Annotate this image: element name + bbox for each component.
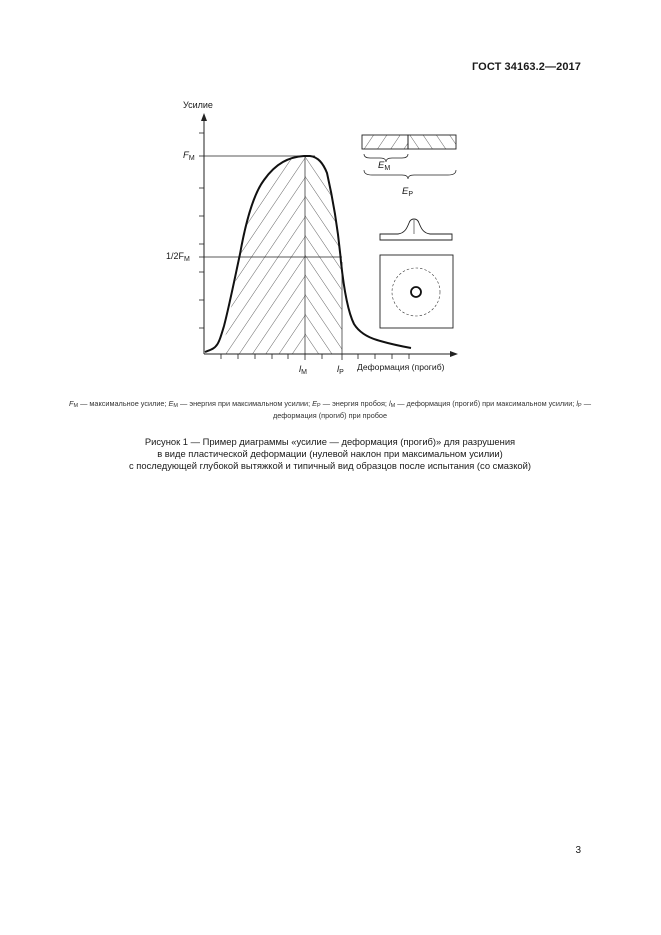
energy-bar-schematic (362, 135, 456, 179)
specimen-side-view (380, 219, 452, 240)
legend-item-ep: $E_P$ — энергия пробоя; (312, 399, 389, 409)
caption-line: с последующей глубокой вытяжкой и типичный вид образцов после испытания (со смазкой) (129, 460, 531, 471)
lp-label: $l_P$ (337, 364, 344, 376)
legend-item-lm: $l_M$ — деформация (прогиб) при максимальном усилии; (388, 399, 577, 409)
page-number: 3 (575, 845, 581, 856)
x-axis-arrow (450, 351, 458, 357)
em-label: $E_M$ (378, 160, 391, 172)
ep-label: $E_P$ (402, 186, 414, 198)
x-axis-ticks (221, 354, 409, 360)
half-fm-label: $1/2F_M$ (166, 251, 190, 263)
figure-caption (60, 436, 600, 472)
energy-area-right-hatch (304, 156, 342, 354)
lm-label: $l_M$ (299, 364, 307, 376)
caption-line: Рисунок 1 — Пример диаграммы «усилие — деформация (прогиб)» для разрушения (144, 436, 516, 447)
y-axis-label: Усилие (183, 100, 213, 110)
fm-label: $F_M$ (183, 150, 195, 162)
legend-item-lp: $l_P$ — деформация (прогиб) при пробое (272, 399, 591, 420)
figure-legend (60, 399, 600, 421)
legend-item-em: $E_M$ — энергия при максимальном усилии; (168, 399, 313, 409)
legend-item-fm: $F_M$ — максимальное усилие; (69, 399, 169, 409)
x-axis-label: Деформация (прогиб) (357, 362, 445, 372)
energy-area-left-hatch (221, 156, 305, 354)
standard-header: ГОСТ 34163.2—2017 (471, 61, 581, 73)
caption-line: в виде пластической деформации (нулевой наклон при максимальном усилии) (157, 448, 503, 459)
y-axis-ticks (199, 133, 204, 328)
specimen-top-view (380, 255, 453, 328)
y-axis-arrow (201, 113, 207, 121)
